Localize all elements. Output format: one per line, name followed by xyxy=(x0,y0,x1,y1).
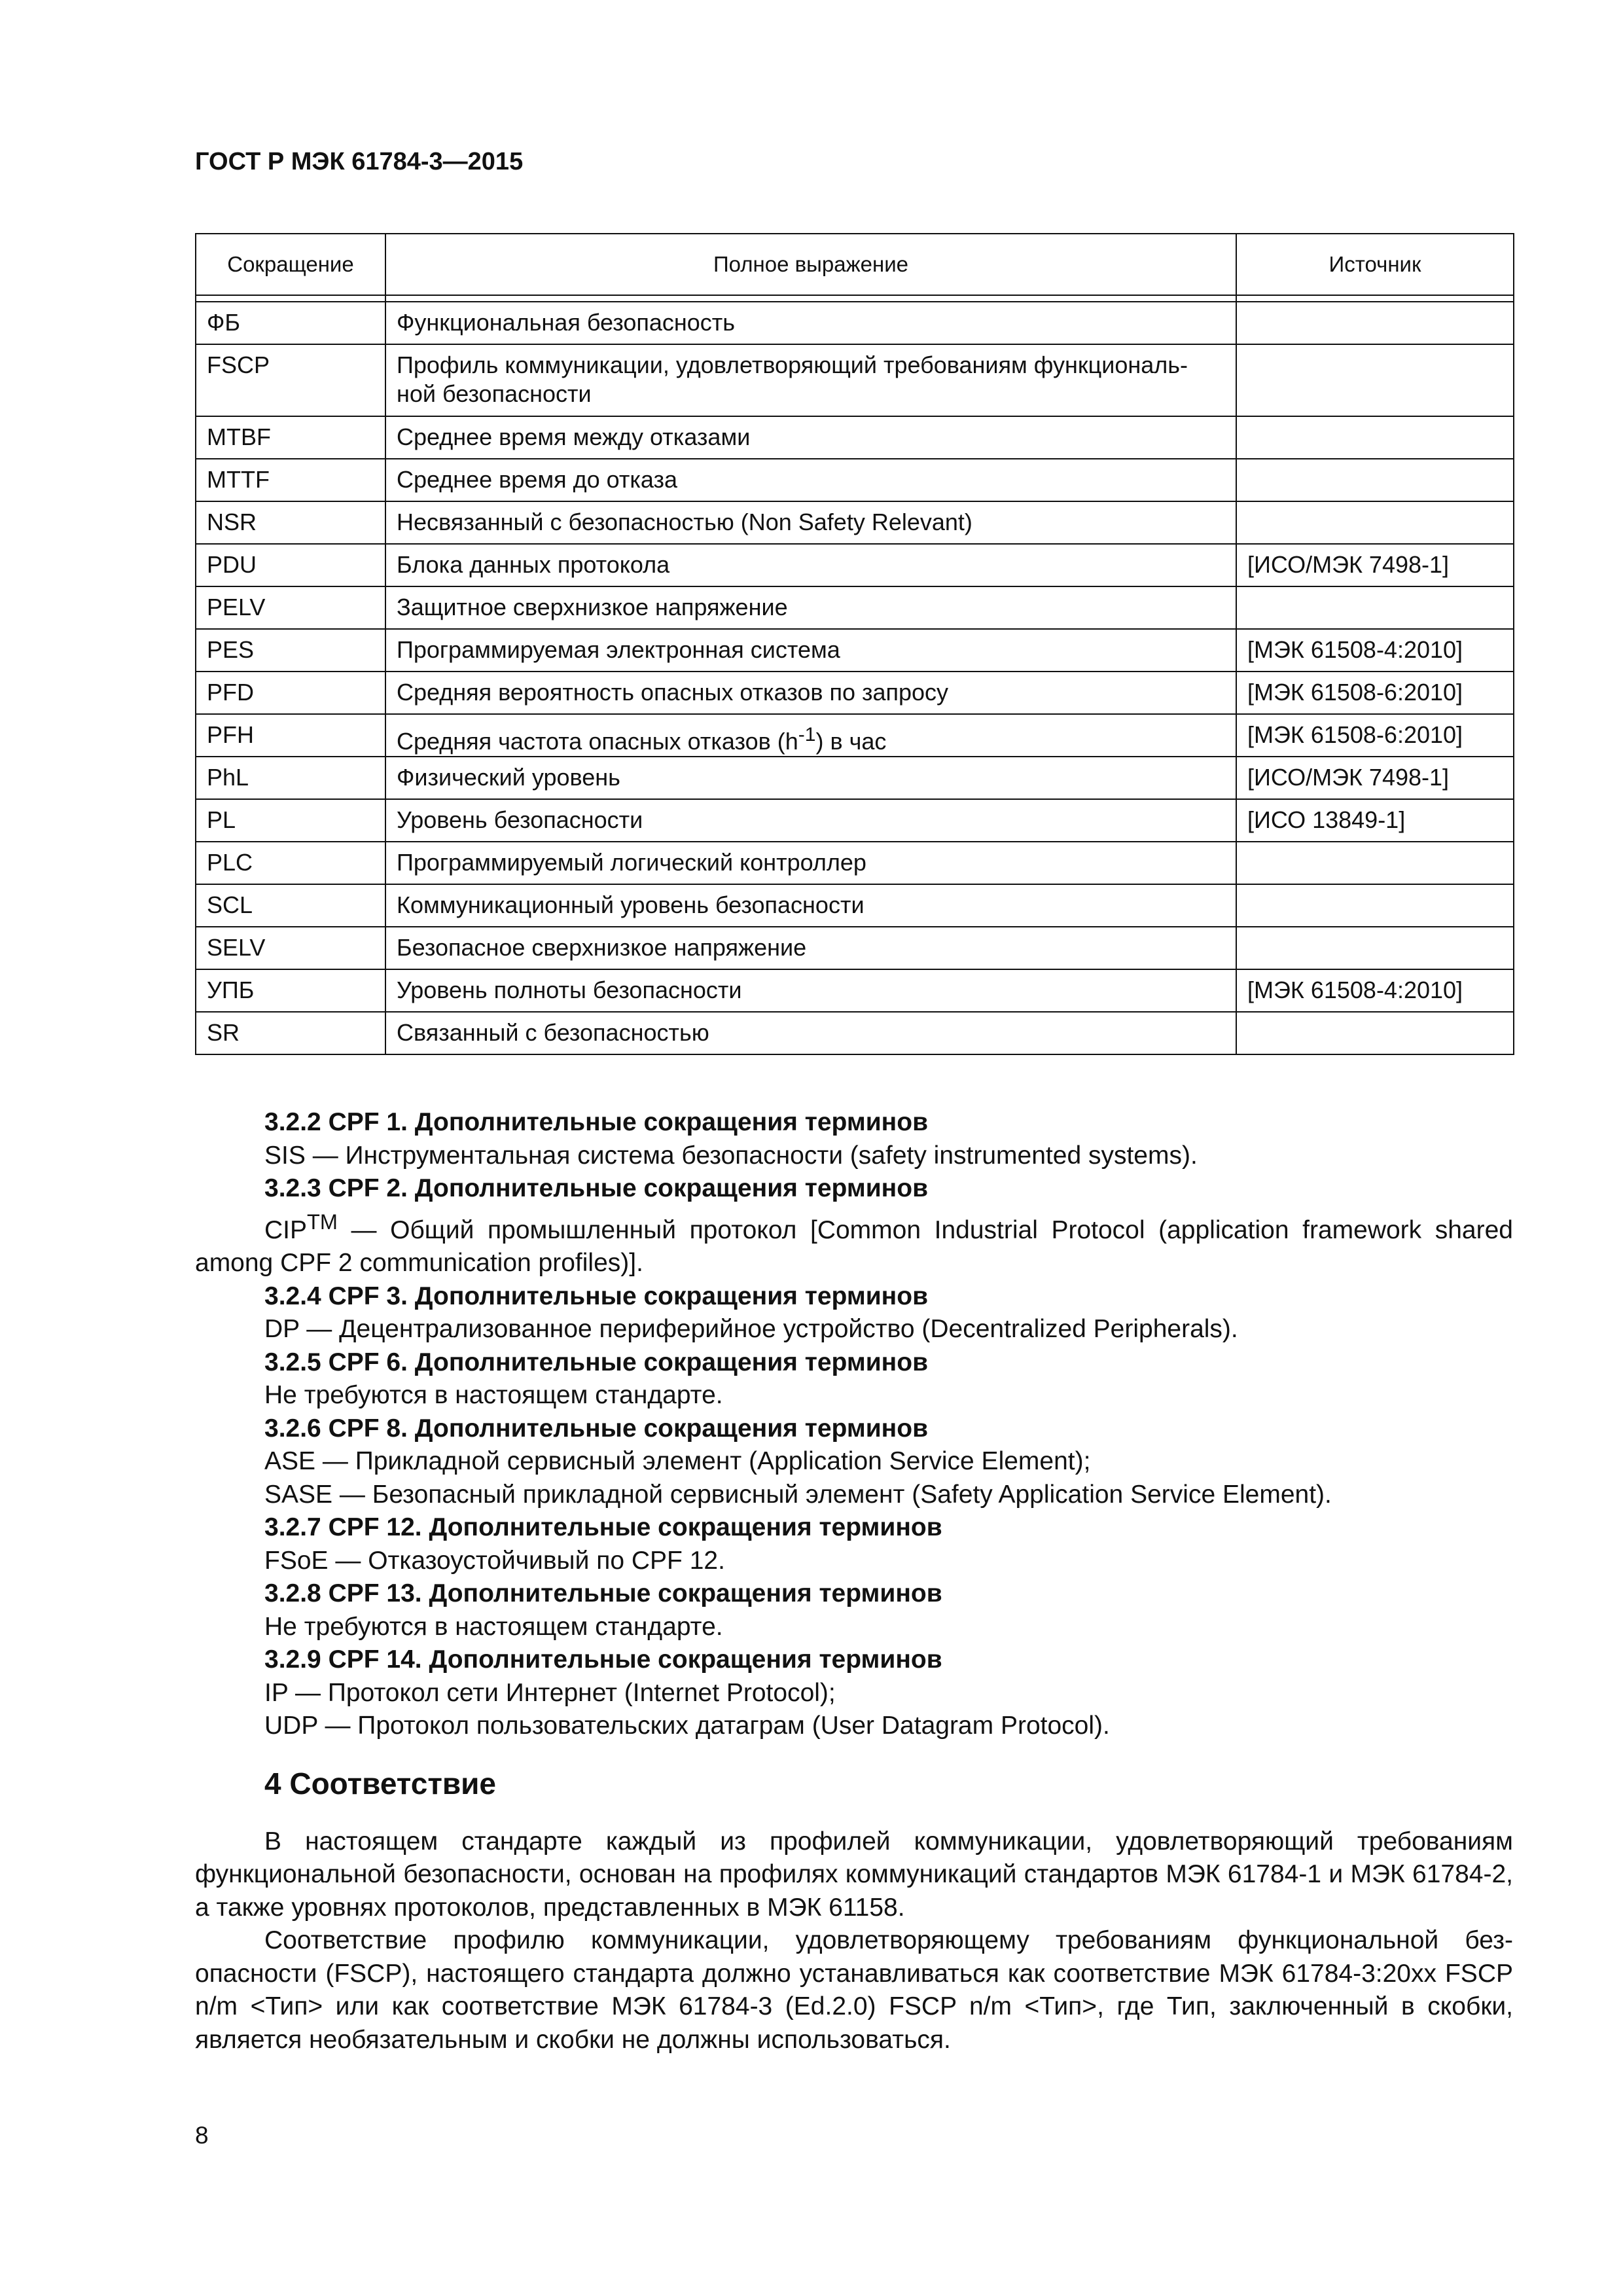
paragraph xyxy=(195,1206,1513,1280)
document-body xyxy=(195,1106,1513,2056)
abbr-cell: MTTF xyxy=(196,459,385,501)
subsection-heading: 3.2.6 CPF 8. Дополнительные сокращения терминов xyxy=(264,1414,929,1443)
table-row xyxy=(196,501,1514,544)
table-row xyxy=(196,842,1514,884)
full-cell: Уровень безопасности xyxy=(385,799,1236,842)
abbr-cell: SCL xyxy=(196,884,385,927)
table-row xyxy=(196,799,1514,842)
abbr-cell: ФБ xyxy=(196,302,385,344)
source-cell xyxy=(1236,884,1514,927)
full-cell: Физический уровень xyxy=(385,757,1236,799)
paragraph: DP — Децентрализованное периферийное устройство (Decentralized Peripherals). xyxy=(264,1315,1238,1343)
header-separator xyxy=(196,295,1514,302)
table-row xyxy=(196,629,1514,672)
source-cell xyxy=(1236,586,1514,629)
source-cell xyxy=(1236,416,1514,459)
full-cell: Средняя вероятность опасных отказов по запросу xyxy=(385,672,1236,714)
paragraph: FSoE — Отказоустойчивый по CPF 12. xyxy=(264,1546,725,1575)
subsection-heading: 3.2.8 CPF 13. Дополнительные сокращения терминов xyxy=(264,1579,942,1607)
paragraph: В настоящем стандарте каждый из профилей коммуникации, удовлетворяющий требованиям функциональной безопасности, основан на профилях коммуникаций стандартов МЭК 61784-1 и МЭК 61784-2, а также уровнях протоколов, представленных в МЭК 61158. xyxy=(195,1827,1513,1922)
source-cell xyxy=(1236,501,1514,544)
abbr-cell: PELV xyxy=(196,586,385,629)
full-cell: Несвязанный с безопасностью (Non Safety Relevant) xyxy=(385,501,1236,544)
table-row xyxy=(196,757,1514,799)
full-text: Средняя частота опасных отказов (h xyxy=(397,728,798,755)
column-header-full-expression: Полное выражение xyxy=(385,234,1236,295)
term-text: CIP xyxy=(264,1215,308,1244)
source-cell: [ИСО/МЭК 7498-1] xyxy=(1236,544,1514,586)
document-header: ГОСТ Р МЭК 61784-3—2015 xyxy=(195,148,524,175)
subsection-heading: 3.2.5 CPF 6. Дополнительные сокращения терминов xyxy=(264,1348,929,1376)
paragraph: IP — Протокол сети Интернет (Internet Protocol); xyxy=(264,1678,836,1707)
full-cell: Программируемый логический контроллер xyxy=(385,842,1236,884)
column-header-source: Источник xyxy=(1236,234,1514,295)
paragraph: ASE — Прикладной сервисный элемент (Application Service Element); xyxy=(264,1447,1091,1475)
source-cell xyxy=(1236,344,1514,416)
table-row xyxy=(196,459,1514,501)
full-cell: Функциональная безопасность xyxy=(385,302,1236,344)
source-cell: [ИСО/МЭК 7498-1] xyxy=(1236,757,1514,799)
abbreviations-table xyxy=(195,233,1514,1055)
table-row xyxy=(196,884,1514,927)
full-cell: Уровень полноты безопасности xyxy=(385,969,1236,1012)
abbr-cell: PL xyxy=(196,799,385,842)
paragraph-text: — Общий промышленный протокол [Common Industrial Protocol (application framework shared among CPF 2 communication profiles)]. xyxy=(195,1215,1513,1277)
table-row xyxy=(196,586,1514,629)
paragraph: Не требуются в настоящем стандарте. xyxy=(264,1381,723,1409)
source-cell xyxy=(1236,1012,1514,1054)
source-cell xyxy=(1236,927,1514,969)
source-cell xyxy=(1236,842,1514,884)
table-row xyxy=(196,544,1514,586)
abbr-cell: PFD xyxy=(196,672,385,714)
full-cell xyxy=(385,714,1236,757)
paragraph: SASE — Безопасный прикладной сервисный элемент (Safety Application Service Element). xyxy=(264,1480,1332,1509)
abbr-cell: NSR xyxy=(196,501,385,544)
paragraph: SIS — Инструментальная система безопасности (safety instrumented systems). xyxy=(264,1141,1198,1170)
table-row xyxy=(196,714,1514,757)
source-cell xyxy=(1236,302,1514,344)
paragraph: Соответствие профилю коммуникации, удовлетворяющему требованиям функциональной без-опасности (FSCP), настоящего стандарта должно устанавливаться как соответствие МЭК 61784-3:20xx FSCP n/m <Тип> или как соответствие МЭК 61784-3 (Ed.2.0) FSCP n/m <Тип>, где Тип, заключенный в скобки, является необязательным и скобки не должны использоваться. xyxy=(195,1926,1513,2054)
table-row xyxy=(196,416,1514,459)
table-row xyxy=(196,927,1514,969)
full-cell: Блока данных протокола xyxy=(385,544,1236,586)
table-header-row xyxy=(196,234,1514,295)
full-cell: Среднее время до отказа xyxy=(385,459,1236,501)
subsection-heading: 3.2.2 CPF 1. Дополнительные сокращения терминов xyxy=(264,1108,929,1136)
paragraph: Не требуются в настоящем стандарте. xyxy=(264,1612,723,1641)
table-row xyxy=(196,1012,1514,1054)
full-cell: Связанный с безопасностью xyxy=(385,1012,1236,1054)
abbr-cell: SR xyxy=(196,1012,385,1054)
subsection-heading: 3.2.4 CPF 3. Дополнительные сокращения терминов xyxy=(264,1282,929,1310)
abbr-cell: FSCP xyxy=(196,344,385,416)
full-cell: Среднее время между отказами xyxy=(385,416,1236,459)
paragraph: UDP — Протокол пользовательских датаграм (User Datagram Protocol). xyxy=(264,1712,1110,1740)
abbr-cell: PLC xyxy=(196,842,385,884)
section-heading: 4 Соответствие xyxy=(264,1766,496,1801)
page-number: 8 xyxy=(195,2122,209,2149)
source-cell: [МЭК 61508-6:2010] xyxy=(1236,672,1514,714)
table-row xyxy=(196,969,1514,1012)
column-header-abbreviation: Сокращение xyxy=(196,234,385,295)
table-row xyxy=(196,672,1514,714)
abbr-cell: MTBF xyxy=(196,416,385,459)
table-row xyxy=(196,302,1514,344)
abbr-cell: SELV xyxy=(196,927,385,969)
abbr-cell: УПБ xyxy=(196,969,385,1012)
abbr-cell: PhL xyxy=(196,757,385,799)
full-cell: Безопасное сверхнизкое напряжение xyxy=(385,927,1236,969)
full-cell: Коммуникационный уровень безопасности xyxy=(385,884,1236,927)
source-cell xyxy=(1236,459,1514,501)
table-row xyxy=(196,344,1514,416)
subsection-heading: 3.2.7 CPF 12. Дополнительные сокращения терминов xyxy=(264,1513,942,1541)
superscript: -1 xyxy=(798,724,816,745)
abbr-cell: PFH xyxy=(196,714,385,757)
abbr-cell: PDU xyxy=(196,544,385,586)
subsection-heading: 3.2.9 CPF 14. Дополнительные сокращения терминов xyxy=(264,1645,942,1674)
full-cell: Профиль коммуникации, удовлетворяющий требованиям функциональ-ной безопасности xyxy=(385,344,1236,416)
full-text: ) в час xyxy=(815,728,887,755)
source-cell: [МЭК 61508-6:2010] xyxy=(1236,714,1514,757)
source-cell: [ИСО 13849-1] xyxy=(1236,799,1514,842)
subsection-heading: 3.2.3 CPF 2. Дополнительные сокращения терминов xyxy=(264,1174,929,1202)
trademark-superscript: TM xyxy=(307,1210,338,1234)
full-cell: Защитное сверхнизкое напряжение xyxy=(385,586,1236,629)
source-cell: [МЭК 61508-4:2010] xyxy=(1236,969,1514,1012)
abbr-cell: PES xyxy=(196,629,385,672)
source-cell: [МЭК 61508-4:2010] xyxy=(1236,629,1514,672)
full-cell: Программируемая электронная система xyxy=(385,629,1236,672)
